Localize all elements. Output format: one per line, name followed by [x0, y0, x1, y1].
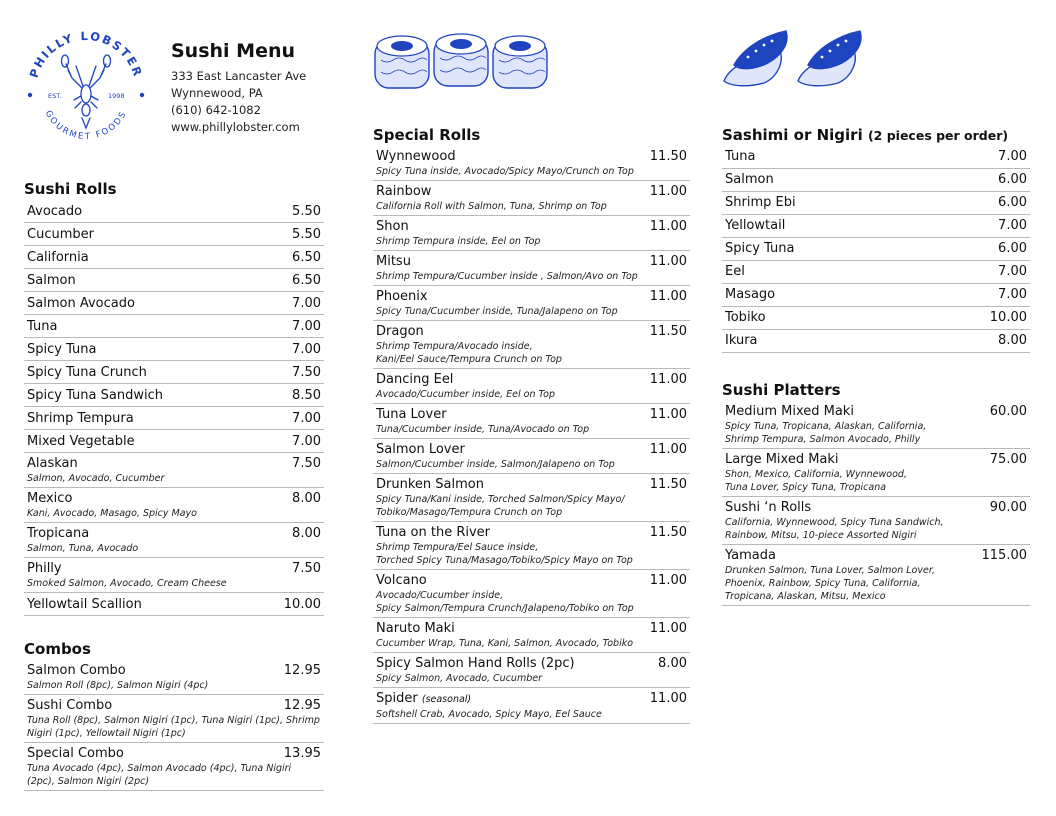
- menu-item-price: 11.00: [649, 254, 687, 269]
- menu-item-name: [725, 309, 766, 326]
- menu-item-name: [27, 433, 135, 450]
- menu-item-description: Tuna/Cucumber inside, Tuna/Avocado on Top: [376, 424, 590, 435]
- menu-item: [373, 688, 690, 724]
- menu-item-name: [376, 183, 431, 200]
- menu-item-name: [376, 620, 455, 637]
- menu-item-row: [376, 371, 687, 388]
- menu-item-price: 11.50: [649, 525, 687, 540]
- menu-item-price: 90.00: [989, 500, 1027, 515]
- menu-item-price: 7.00: [292, 296, 321, 311]
- menu-item-description: Shon, Mexico, California, Wynnewood, Tuna Lover, Spicy Tuna, Tropicana: [725, 469, 907, 493]
- menu-item-name: [27, 295, 135, 312]
- menu-item-row: [376, 620, 687, 637]
- menu-item-price: 11.00: [649, 621, 687, 636]
- menu-item: [722, 449, 1030, 497]
- menu-item-name-text: Tuna on the River: [376, 525, 491, 540]
- menu-item-name-text: Sushi ‘n Rolls: [725, 500, 812, 515]
- menu-item-name: [27, 249, 89, 266]
- menu-item-description: Spicy Tuna, Tropicana, Alaskan, California, Shrimp Tempura, Salmon Avocado, Philly: [725, 421, 927, 445]
- menu-item-description: Salmon, Tuna, Avocado: [27, 543, 139, 554]
- menu-item-row: [725, 240, 1027, 257]
- menu-item-name: [27, 490, 72, 507]
- menu-item-price: 8.00: [292, 526, 321, 541]
- menu-item-row: [725, 332, 1027, 349]
- menu-item-row: [27, 560, 321, 577]
- menu-item-name: [27, 387, 163, 404]
- logo-est-year: 1998: [108, 92, 125, 100]
- menu-item-price: 7.00: [292, 434, 321, 449]
- menu-item-name-text: Spider: [376, 691, 418, 706]
- menu-item-name: [27, 318, 57, 335]
- menu-item-price: 7.00: [998, 218, 1027, 233]
- menu-item-price: 115.00: [981, 548, 1027, 563]
- menu-item-name: [376, 690, 471, 708]
- menu-item-name-text: Phoenix: [376, 289, 428, 304]
- menu-item-row: [27, 433, 321, 450]
- menu-item-row: [27, 662, 321, 679]
- menu-item-row: [27, 410, 321, 427]
- combos-list: [24, 660, 324, 791]
- menu-item-price: 6.00: [998, 241, 1027, 256]
- menu-item-name: [27, 560, 62, 577]
- menu-item-name: [725, 240, 795, 257]
- menu-item-name: [376, 323, 424, 340]
- menu-item-price: 7.00: [292, 411, 321, 426]
- sashimi-title: [722, 124, 1030, 146]
- menu-item-name-text: Salmon Avocado: [27, 296, 135, 311]
- menu-item-name: [376, 441, 465, 458]
- menu-item-note: (seasonal): [421, 694, 472, 705]
- menu-item-name-text: Salmon Lover: [376, 442, 465, 457]
- menu-item-price: 6.00: [998, 195, 1027, 210]
- menu-item: [722, 261, 1030, 284]
- menu-item-row: [27, 341, 321, 358]
- menu-item-row: [27, 525, 321, 542]
- menu-item: [24, 523, 324, 558]
- menu-item: [373, 146, 690, 181]
- menu-item-row: [376, 690, 687, 708]
- menu-item-name-text: Medium Mixed Maki: [725, 404, 854, 419]
- menu-item-description: Kani, Avocado, Masago, Spicy Mayo: [27, 508, 197, 519]
- menu-item-price: 8.00: [998, 333, 1027, 348]
- menu-item-description: Spicy Salmon, Avocado, Cucumber: [376, 673, 542, 684]
- menu-item-description: California, Wynnewood, Spicy Tuna Sandwich, Rainbow, Mitsu, 10-piece Assorted Nigiri: [725, 517, 944, 541]
- sushi-rolls-list: [24, 200, 324, 616]
- menu-item: [373, 570, 690, 618]
- menu-item: [24, 695, 324, 743]
- menu-item-row: [725, 171, 1027, 188]
- menu-item-name: [27, 341, 97, 358]
- address-line-1: 333 East Lancaster Ave: [171, 69, 307, 83]
- menu-item-name: [376, 253, 411, 270]
- menu-item-description: Shrimp Tempura/Eel Sauce inside, Torched Spicy Tuna/Masago/Tobiko/Spicy Mayo on Top: [376, 542, 633, 566]
- sushi-rolls-section: [24, 178, 324, 616]
- menu-item: [722, 238, 1030, 261]
- menu-item: [24, 223, 324, 246]
- menu-item-name: [376, 406, 447, 423]
- menu-item: [722, 545, 1030, 606]
- menu-item-price: 6.00: [998, 172, 1027, 187]
- menu-item-name: [27, 745, 124, 762]
- menu-item-row: [27, 203, 321, 220]
- menu-item-price: 7.00: [998, 287, 1027, 302]
- menu-item-name-text: Spicy Tuna: [27, 342, 97, 357]
- menu-item-name-text: Tropicana: [27, 526, 90, 541]
- menu-item-name-text: Wynnewood: [376, 149, 456, 164]
- menu-item-name: [27, 364, 147, 381]
- menu-item-row: [725, 217, 1027, 234]
- menu-item-name-text: Salmon: [27, 273, 76, 288]
- lobster-logo-icon: [22, 28, 150, 156]
- menu-item-row: [27, 697, 321, 714]
- menu-item-name: [725, 499, 811, 516]
- menu-item-name-text: Shrimp Ebi: [725, 195, 796, 210]
- menu-item-row: [376, 183, 687, 200]
- menu-item-name: [725, 217, 785, 234]
- logo-top-text: PHILLY LOBSTER: [26, 28, 146, 80]
- menu-item-name: [725, 547, 776, 564]
- menu-item-description: Shrimp Tempura/Avocado inside, Kani/Eel Sauce/Tempura Crunch on Top: [376, 341, 562, 365]
- menu-item: [373, 618, 690, 653]
- menu-item-name-text: Spicy Salmon Hand Rolls (2pc): [376, 656, 575, 671]
- menu-item: [24, 593, 324, 616]
- menu-item-price: 10.00: [989, 310, 1027, 325]
- menu-item-price: 11.00: [649, 184, 687, 199]
- menu-item: [373, 321, 690, 369]
- menu-item: [722, 215, 1030, 238]
- menu-item-name-text: Large Mixed Maki: [725, 452, 839, 467]
- menu-item-row: [376, 524, 687, 541]
- menu-item-name: [376, 371, 453, 388]
- menu-item: [24, 430, 324, 453]
- menu-item-price: 8.00: [292, 491, 321, 506]
- menu-item-price: 7.00: [292, 319, 321, 334]
- sushi-rolls-illustration-icon: [373, 28, 553, 92]
- menu-item-description: Cucumber Wrap, Tuna, Kani, Salmon, Avocado, Tobiko: [376, 638, 634, 649]
- menu-item-name-text: Mixed Vegetable: [27, 434, 135, 449]
- menu-item-price: 10.00: [283, 597, 321, 612]
- menu-item-description: Softshell Crab, Avocado, Spicy Mayo, Eel Sauce: [376, 709, 602, 720]
- menu-item: [24, 743, 324, 791]
- menu-item-description: Spicy Tuna/Kani inside, Torched Salmon/Spicy Mayo/ Tobiko/Masago/Tempura Crunch on Top: [376, 494, 625, 518]
- page-title: Sushi Menu: [171, 40, 296, 62]
- menu-item-price: 11.50: [649, 149, 687, 164]
- menu-item-name-text: Avocado: [27, 204, 83, 219]
- menu-item-price: 8.50: [292, 388, 321, 403]
- combos-section: [24, 638, 324, 791]
- menu-item-name: [27, 596, 142, 613]
- menu-item-description: Shrimp Tempura inside, Eel on Top: [376, 236, 541, 247]
- menu-item-name-text: Tobiko: [725, 310, 766, 325]
- menu-item-row: [27, 364, 321, 381]
- menu-item-price: 11.50: [649, 324, 687, 339]
- menu-item: [373, 653, 690, 688]
- menu-item-name-text: Tuna Lover: [376, 407, 447, 422]
- nigiri-illustration-icon: [720, 25, 870, 89]
- menu-item-row: [27, 318, 321, 335]
- menu-item-name: [725, 332, 758, 349]
- menu-item-description: Spicy Tuna inside, Avocado/Spicy Mayo/Crunch on Top: [376, 166, 634, 177]
- special-rolls-list: [373, 146, 690, 724]
- menu-item-name: [376, 524, 490, 541]
- menu-item: [24, 488, 324, 523]
- menu-item-row: [725, 547, 1027, 564]
- menu-item: [24, 384, 324, 407]
- menu-item: [373, 439, 690, 474]
- menu-item: [373, 286, 690, 321]
- menu-item-name-text: Masago: [725, 287, 776, 302]
- menu-item: [722, 169, 1030, 192]
- menu-item: [24, 407, 324, 430]
- menu-item-row: [27, 745, 321, 762]
- logo-est-label: EST.: [48, 92, 62, 100]
- menu-item: [24, 315, 324, 338]
- menu-item-price: 5.50: [292, 227, 321, 242]
- menu-item-name: [376, 572, 427, 589]
- menu-item-row: [376, 406, 687, 423]
- menu-item-name: [725, 263, 745, 280]
- address-line-2: Wynnewood, PA: [171, 86, 263, 100]
- platters-list: [722, 401, 1030, 606]
- menu-item-name-text: Sushi Combo: [27, 698, 113, 713]
- menu-item-row: [27, 272, 321, 289]
- menu-item-name: [725, 194, 796, 211]
- menu-item-description: Smoked Salmon, Avocado, Cream Cheese: [27, 578, 227, 589]
- menu-item-name: [27, 226, 94, 243]
- menu-item-row: [27, 387, 321, 404]
- menu-item-row: [725, 451, 1027, 468]
- menu-item-price: 11.50: [649, 477, 687, 492]
- menu-item: [24, 292, 324, 315]
- menu-item: [24, 200, 324, 223]
- menu-item-row: [725, 194, 1027, 211]
- menu-item-name: [725, 286, 775, 303]
- menu-item-name: [27, 662, 126, 679]
- platters-section: [722, 379, 1030, 606]
- menu-item-name-text: Spicy Tuna Crunch: [27, 365, 147, 380]
- menu-item-row: [376, 288, 687, 305]
- menu-item: [24, 246, 324, 269]
- menu-item-name: [376, 218, 409, 235]
- menu-item-price: 11.00: [649, 219, 687, 234]
- menu-item-price: 11.00: [649, 407, 687, 422]
- menu-item: [373, 251, 690, 286]
- menu-item: [373, 369, 690, 404]
- menu-item: [722, 284, 1030, 307]
- menu-item-name-text: California: [27, 250, 89, 265]
- menu-item-row: [725, 263, 1027, 280]
- menu-item-description: Salmon, Avocado, Cucumber: [27, 473, 165, 484]
- menu-item-name: [376, 148, 456, 165]
- menu-item: [24, 558, 324, 593]
- menu-item-name-text: Cucumber: [27, 227, 94, 242]
- menu-item-row: [725, 309, 1027, 326]
- menu-item: [24, 269, 324, 292]
- menu-item-name-text: Shon: [376, 219, 409, 234]
- menu-item-price: 7.00: [998, 264, 1027, 279]
- menu-item-description: Salmon/Cucumber inside, Salmon/Jalapeno on Top: [376, 459, 615, 470]
- menu-item-name-text: Yellowtail: [725, 218, 786, 233]
- menu-item-description: Avocado/Cucumber inside, Spicy Salmon/Tempura Crunch/Jalapeno/Tobiko on Top: [376, 590, 634, 614]
- menu-item-row: [725, 403, 1027, 420]
- phone-number: (610) 642-1082: [171, 103, 261, 117]
- menu-item: [373, 522, 690, 570]
- menu-item-price: 6.50: [292, 273, 321, 288]
- menu-item-price: 11.00: [649, 289, 687, 304]
- menu-item: [722, 401, 1030, 449]
- menu-item: [373, 216, 690, 251]
- menu-item-description: Salmon Roll (8pc), Salmon Nigiri (4pc): [27, 680, 209, 691]
- menu-item: [722, 307, 1030, 330]
- menu-item-name-text: Tuna: [725, 149, 756, 164]
- menu-item-price: 75.00: [989, 452, 1027, 467]
- website-link[interactable]: www.phillylobster.com: [171, 120, 300, 134]
- menu-item: [24, 338, 324, 361]
- sashimi-section: [722, 124, 1030, 353]
- menu-item-price: 12.95: [283, 663, 321, 678]
- menu-item-row: [27, 295, 321, 312]
- menu-item-row: [725, 286, 1027, 303]
- menu-item-name: [27, 455, 78, 472]
- menu-item-price: 60.00: [989, 404, 1027, 419]
- menu-item-name-text: Ikura: [725, 333, 758, 348]
- special-rolls-title: Special Rolls: [373, 126, 481, 144]
- menu-item-name-text: Yamada: [725, 548, 776, 563]
- menu-item-row: [376, 572, 687, 589]
- menu-item-name: [376, 476, 484, 493]
- menu-item-name-text: Salmon: [725, 172, 774, 187]
- brand-logo: [22, 28, 150, 156]
- menu-item: [373, 474, 690, 522]
- sushi-rolls-title: Sushi Rolls: [24, 180, 117, 198]
- menu-item-row: [376, 253, 687, 270]
- menu-item-name-text: Philly: [27, 561, 62, 576]
- menu-item-description: Tuna Avocado (4pc), Salmon Avocado (4pc), Tuna Nigiri (2pc), Salmon Nigiri (2pc): [27, 763, 292, 787]
- menu-item-name-text: Spicy Tuna: [725, 241, 795, 256]
- menu-item-name-text: Dancing Eel: [376, 372, 454, 387]
- menu-item-name: [27, 272, 76, 289]
- menu-item-price: 8.00: [658, 656, 687, 671]
- svg-text:GOURMET FOODS: [43, 109, 129, 142]
- menu-item-name: [376, 655, 575, 672]
- menu-item-row: [27, 596, 321, 613]
- combos-title: Combos: [24, 640, 91, 658]
- menu-item-row: [376, 476, 687, 493]
- menu-item-name-text: Shrimp Tempura: [27, 411, 134, 426]
- menu-item-row: [725, 148, 1027, 165]
- sashimi-list: [722, 146, 1030, 353]
- menu-item-row: [27, 455, 321, 472]
- menu-item-price: 11.00: [649, 372, 687, 387]
- menu-item-name-text: Volcano: [376, 573, 427, 588]
- menu-item-description: Shrimp Tempura/Cucumber inside , Salmon/Avo on Top: [376, 271, 638, 282]
- menu-item-description: Avocado/Cucumber inside, Eel on Top: [376, 389, 555, 400]
- menu-item-price: 5.50: [292, 204, 321, 219]
- menu-item-description: Spicy Tuna/Cucumber inside, Tuna/Jalapeno on Top: [376, 306, 618, 317]
- menu-item-name: [27, 697, 112, 714]
- menu-item-name-text: Mexico: [27, 491, 73, 506]
- menu-item-name: [725, 451, 839, 468]
- menu-item-name-text: Drunken Salmon: [376, 477, 484, 492]
- menu-item-description: Drunken Salmon, Tuna Lover, Salmon Lover, Phoenix, Rainbow, Spicy Tuna, California, Tropicana, Alaskan, Mitsu, Mexico: [725, 565, 935, 602]
- menu-item-row: [27, 249, 321, 266]
- menu-item-name: [725, 171, 774, 188]
- menu-item-price: 7.50: [292, 365, 321, 380]
- menu-item-row: [376, 441, 687, 458]
- menu-item: [722, 146, 1030, 169]
- menu-item-price: 11.00: [649, 573, 687, 588]
- menu-item: [24, 453, 324, 488]
- menu-item-price: 6.50: [292, 250, 321, 265]
- menu-item-row: [376, 148, 687, 165]
- menu-item-name: [725, 148, 755, 165]
- menu-item-name-text: Salmon Combo: [27, 663, 126, 678]
- menu-item-name: [27, 525, 89, 542]
- menu-item-name-text: Yellowtail Scallion: [27, 597, 142, 612]
- menu-item-name: [725, 403, 854, 420]
- menu-item-name: [27, 203, 82, 220]
- menu-item-name-text: Tuna: [27, 319, 58, 334]
- menu-item-row: [376, 323, 687, 340]
- menu-header: [171, 40, 306, 136]
- menu-item: [373, 181, 690, 216]
- menu-item-row: [27, 490, 321, 507]
- menu-item-price: 7.50: [292, 561, 321, 576]
- menu-item-name-text: Mitsu: [376, 254, 411, 269]
- special-rolls-section: [373, 124, 690, 724]
- menu-item-description: Tuna Roll (8pc), Salmon Nigiri (1pc), Tuna Nigiri (1pc), Shrimp Nigiri (1pc), Yellowtail Nigiri (1pc): [27, 715, 320, 739]
- menu-item-price: 13.95: [283, 746, 321, 761]
- menu-item-name: [376, 288, 428, 305]
- menu-item-name-text: Special Combo: [27, 746, 124, 761]
- menu-item-row: [376, 655, 687, 672]
- menu-item: [722, 330, 1030, 353]
- menu-item-price: 7.50: [292, 456, 321, 471]
- menu-item-row: [27, 226, 321, 243]
- menu-item-name-text: Rainbow: [376, 184, 432, 199]
- menu-item-row: [725, 499, 1027, 516]
- sashimi-subtitle: (2 pieces per order): [867, 128, 1009, 143]
- menu-item: [722, 497, 1030, 545]
- menu-item: [373, 404, 690, 439]
- menu-item: [24, 361, 324, 384]
- menu-item-price: 12.95: [283, 698, 321, 713]
- menu-item-name-text: Dragon: [376, 324, 424, 339]
- menu-item-name-text: Naruto Maki: [376, 621, 455, 636]
- menu-item-name: [27, 410, 134, 427]
- menu-item-name-text: Spicy Tuna Sandwich: [27, 388, 163, 403]
- sashimi-title-text: Sashimi or Nigiri: [722, 126, 863, 144]
- menu-item-price: 7.00: [292, 342, 321, 357]
- menu-item-price: 11.00: [649, 691, 687, 706]
- menu-item-description: California Roll with Salmon, Tuna, Shrimp on Top: [376, 201, 607, 212]
- menu-item: [722, 192, 1030, 215]
- menu-item-name-text: Eel: [725, 264, 745, 279]
- menu-item: [24, 660, 324, 695]
- platters-title: Sushi Platters: [722, 381, 841, 399]
- menu-item-row: [376, 218, 687, 235]
- menu-item-price: 11.00: [649, 442, 687, 457]
- svg-text:PHILLY LOBSTER: [27, 29, 146, 80]
- menu-item-name-text: Alaskan: [27, 456, 78, 471]
- menu-item-price: 7.00: [998, 149, 1027, 164]
- logo-bottom-text: GOURMET FOODS: [42, 108, 130, 143]
